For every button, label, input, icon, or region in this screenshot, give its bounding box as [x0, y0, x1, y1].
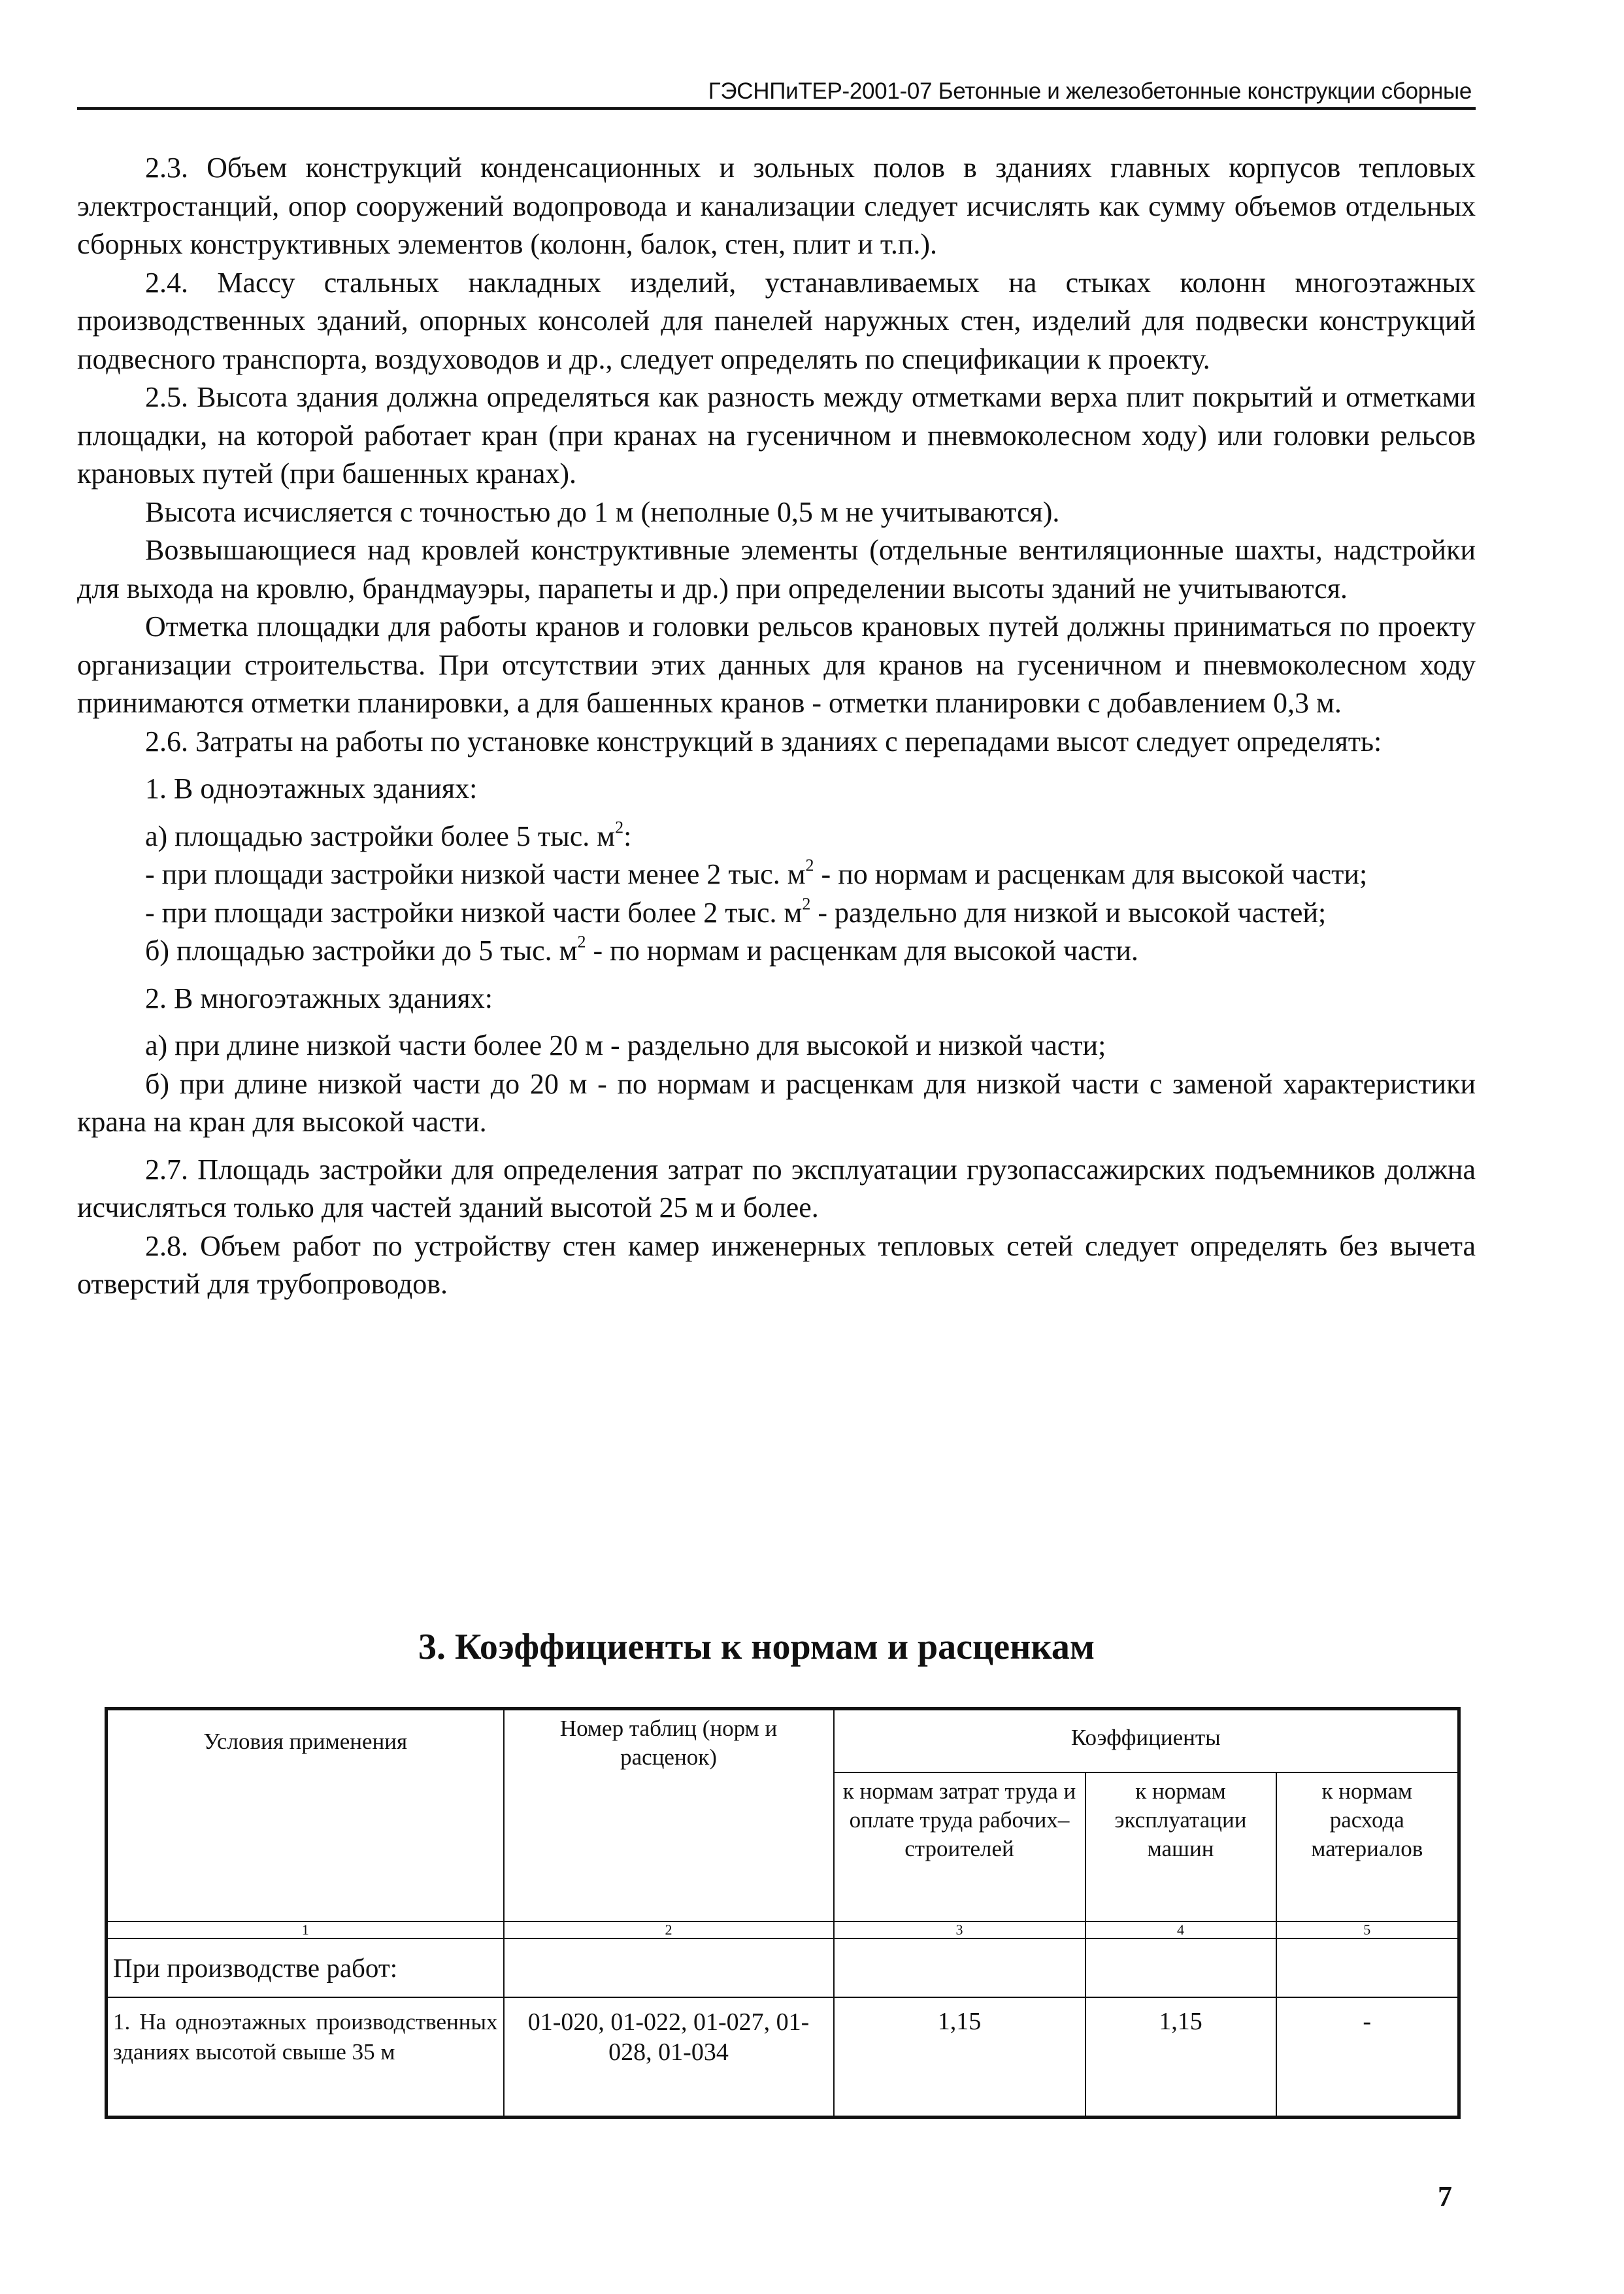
section-title: 3. Коэффициенты к нормам и расценкам — [418, 1627, 1095, 1667]
paragraph-2-6-1b-text: б) площадью застройки до 5 тыс. м — [145, 935, 578, 967]
superscript-2: 2 — [805, 856, 814, 875]
group-row — [107, 1938, 1459, 1997]
header-coefficients: Коэффициенты — [834, 1709, 1459, 1773]
paragraph-2-3: 2.3. Объем конструкций конденсационных и зольных полов в зданиях главных корпусов тепловых электростанций, опор сооружений водопровода и канализации следует исчислять как сумму объемов отдельных сборных конструктивных элементов (колонн, балок, стен, плит и т.п.). — [77, 152, 1476, 260]
dash1-text: - при площади застройки низкой части менее 2 тыс. м — [145, 858, 806, 890]
paragraph-2-4: 2.4. Массу стальных накладных изделий, устанавливаемых на стыках колонн многоэтажных производственных зданий, опорных консолей для панелей наружных стен, изделий для подвески конструкций подвесного транспорта, воздуховодов и др., следует определять по спецификации к проекту. — [77, 266, 1476, 375]
paragraph-2-5-roof: Возвышающиеся над кровлей конструктивные элементы (отдельные вентиляционные шахты, надстройки для выхода на кровлю, брандмауэры, парапеты и др.) при определении высоты зданий не учитываются. — [77, 534, 1476, 605]
paragraph-2-6-2b: б) при длине низкой части до 20 м - по нормам и расценкам для низкой части с заменой характеристики крана на кран для высокой части. — [77, 1067, 1476, 1138]
paragraph-2-6-1b — [77, 932, 1476, 971]
group-row-label: При производстве работ: — [107, 1938, 504, 1997]
table-header-row — [107, 1709, 1459, 1773]
superscript-2: 2 — [577, 932, 586, 952]
column-number: 4 — [1085, 1921, 1276, 1938]
paragraph-2-7: 2.7. Площадь застройки для определения затрат по эксплуатации грузопассажирских подъемников должна исчисляться только для частей зданий высотой 25 м и более. — [77, 1153, 1476, 1223]
body-text — [77, 149, 1476, 1304]
header-machines: к нормам эксплуатации машин — [1085, 1772, 1276, 1921]
header-labor: к нормам затрат труда и оплате труда рабочих–строителей — [834, 1772, 1085, 1921]
row-materials: - — [1276, 1997, 1459, 2118]
dash1-end: - по нормам и расценкам для высокой части; — [814, 858, 1368, 890]
column-number: 3 — [834, 1921, 1085, 1938]
paragraph-2-6: 2.6. Затраты на работы по установке конструкций в зданиях с перепадами высот следует определять: — [145, 725, 1382, 757]
paragraph-2-5-accuracy: Высота исчисляется с точностью до 1 м (неполные 0,5 м не учитываются). — [145, 495, 1060, 528]
superscript-2: 2 — [615, 818, 624, 837]
empty-cell — [504, 1938, 834, 1997]
paragraph-2-6-2: 2. В многоэтажных зданиях: — [145, 982, 493, 1014]
empty-cell — [834, 1938, 1085, 1997]
paragraph-2-6-1: 1. В одноэтажных зданиях: — [145, 773, 478, 805]
paragraph-2-6-1a-text: а) площадью застройки более 5 тыс. м — [145, 820, 616, 852]
paragraph-2-6-1a-dash2 — [77, 894, 1476, 933]
header-table-numbers: Номер таблиц (норм и расценок) — [504, 1709, 834, 1922]
column-number: 1 — [107, 1921, 504, 1938]
paragraph-2-6-1a — [77, 818, 1476, 856]
empty-cell — [1085, 1938, 1276, 1997]
dash2-end: - раздельно для низкой и высокой частей; — [810, 896, 1327, 929]
paragraph-2-6-2a: а) при длине низкой части более 20 м - раздельно для высокой и низкой части; — [145, 1029, 1106, 1061]
paragraph-2-5-marks: Отметка площадки для работы кранов и головки рельсов крановых путей должны приниматься по проекту организации строительства. При отсутствии этих данных для кранов на гусеничном и пневмоколесном ходу принимаются отметки планировки, а для башенных кранов - отметки планировки с добавлением 0,3 м. — [77, 610, 1476, 719]
header-materials: к нормам расхода материалов — [1276, 1772, 1459, 1921]
column-number-row — [107, 1921, 1459, 1938]
row-condition: 1. На одноэтажных производственных зданиях высотой свыше 35 м — [107, 1997, 504, 2118]
row-labor: 1,15 — [834, 1997, 1085, 2118]
empty-cell — [1276, 1938, 1459, 1997]
column-number: 2 — [504, 1921, 834, 1938]
paragraph-2-6-1b-end: - по нормам и расценкам для высокой части. — [586, 935, 1138, 967]
coefficients-table — [105, 1707, 1461, 2119]
table-row — [107, 1997, 1459, 2118]
row-tables: 01-020, 01-022, 01-027, 01-028, 01-034 — [504, 1997, 834, 2118]
running-title: ГЭСНПиТЕР-2001-07 Бетонные и железобетонные конструкции сборные — [708, 78, 1472, 104]
paragraph-2-5: 2.5. Высота здания должна определяться как разность между отметками верха плит покрытий и отметками площадки, на которой работает кран (при кранах на гусеничном и пневмоколесном ходу) или головки рельсов крановых путей (при башенных кранах). — [77, 381, 1476, 490]
page-number: 7 — [1438, 2180, 1452, 2212]
column-number: 5 — [1276, 1921, 1459, 1938]
paragraph-2-8: 2.8. Объем работ по устройству стен камер инженерных тепловых сетей следует определять без вычета отверстий для трубопроводов. — [77, 1229, 1476, 1300]
paragraph-2-6-1a-end: : — [623, 820, 632, 852]
paragraph-2-6-1a-dash1 — [77, 856, 1476, 894]
header-conditions: Условия применения — [107, 1709, 504, 1922]
superscript-2: 2 — [802, 894, 811, 913]
row-machines: 1,15 — [1085, 1997, 1276, 2118]
running-header — [77, 73, 1476, 110]
dash2-text: - при площади застройки низкой части более 2 тыс. м — [145, 896, 803, 929]
